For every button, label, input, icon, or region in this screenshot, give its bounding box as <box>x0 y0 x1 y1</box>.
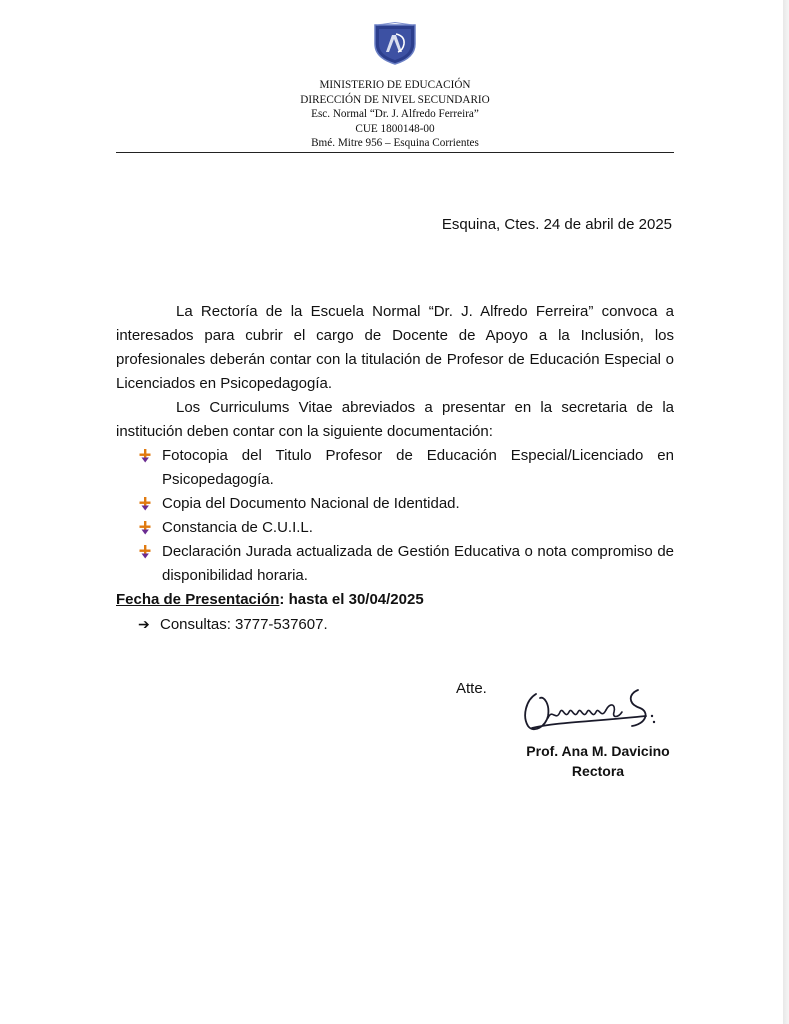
list-item <box>138 444 674 492</box>
header-divider <box>116 152 674 153</box>
signatory <box>510 741 686 781</box>
requirements-paragraph: Los Curriculums Vitae abreviados a presentar en la secretaria de la institución deben contar con la siguiente documentación: <box>116 399 674 440</box>
list-item <box>138 540 674 588</box>
signatory-title: Rectora <box>571 763 625 779</box>
letter-body <box>116 300 674 637</box>
letterhead <box>116 78 674 151</box>
list-item <box>138 492 674 516</box>
letterhead-school: Esc. Normal “Dr. J. Alfredo Ferreira” <box>311 108 479 121</box>
document-item-text: Declaración Jurada actualizada de Gestión Educativa o nota compromiso de disponibilidad horaria. <box>162 543 674 584</box>
arrow-down-bullet-icon <box>138 497 152 511</box>
letterhead-cue: CUE 1800148-00 <box>355 122 435 135</box>
submission-date-value: : hasta el 30/04/2025 <box>279 591 424 608</box>
letterhead-address: Bmé. Mitre 956 – Esquina Corrientes <box>311 137 479 150</box>
letterhead-direction: DIRECCIÓN DE NIVEL SECUNDARIO <box>300 93 490 106</box>
documents-list <box>116 444 674 588</box>
page-edge <box>783 0 789 1024</box>
letterhead-ministry: MINISTERIO DE EDUCACIÓN <box>319 79 471 91</box>
intro-paragraph: La Rectoría de la Escuela Normal “Dr. J. Alfredo Ferreira” convoca a interesados para cubrir el cargo de Docente de Apoyo a la Inclusión, los profesionales deberán contar con la titulación de Profesor de Educación Especial o Licenciados en Psicopedagogía. <box>116 303 674 392</box>
submission-date-label: Fecha de Presentación <box>116 591 280 608</box>
document-item-text: Copia del Documento Nacional de Identidad. <box>162 495 460 512</box>
arrow-right-icon: ➔ <box>138 616 150 632</box>
arrow-down-bullet-icon <box>138 545 152 559</box>
document-item-text: Constancia de C.U.I.L. <box>162 519 313 536</box>
school-crest-logo <box>372 22 418 66</box>
list-item <box>138 516 674 540</box>
document-item-text: Fotocopia del Titulo Profesor de Educación Especial/Licenciado en Psicopedagogía. <box>162 447 674 488</box>
letter-date: Esquina, Ctes. 24 de abril de 2025 <box>441 216 672 233</box>
submission-date <box>116 588 674 612</box>
arrow-down-bullet-icon <box>138 521 152 535</box>
arrow-down-bullet-icon <box>138 449 152 463</box>
closing-salutation: Atte. <box>456 680 487 697</box>
handwritten-signature <box>518 682 668 742</box>
contact-line <box>116 612 674 637</box>
signatory-name: Prof. Ana M. Davicino <box>526 743 670 759</box>
contact-text: Consultas: 3777-537607. <box>160 616 328 633</box>
